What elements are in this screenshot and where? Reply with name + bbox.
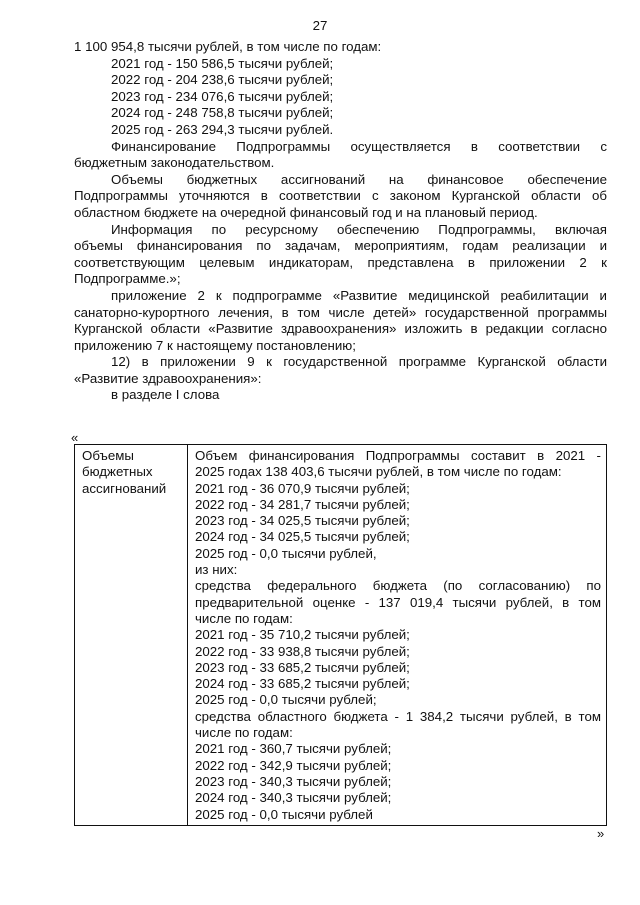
value-line: числе по годам:: [195, 610, 293, 626]
value-line: 2023 год - 34 025,5 тысячи рублей;: [195, 513, 410, 529]
text-line: 2022 год - 204 238,6 тысячи рублей;: [111, 72, 334, 88]
text-line: 2021 год - 150 586,5 тысячи рублей;: [111, 55, 334, 71]
value-line: 2021 год - 36 070,9 тысячи рублей;: [195, 480, 410, 496]
text-line: бюджетным законодательством.: [74, 155, 275, 171]
value-line: 2024 год - 34 025,5 тысячи рублей;: [195, 529, 410, 545]
text-line: объемы финансирования по задачам, мероприятиям, годам реализации и: [74, 238, 607, 254]
value-line: средства областного бюджета - 1 384,2 тысячи рублей, в том: [195, 708, 601, 724]
label-line: Объемы: [82, 448, 134, 463]
text-line: Информация по ресурсному обеспечению Подпрограммы, включая: [111, 221, 607, 237]
value-line: 2023 год - 340,3 тысячи рублей;: [195, 773, 392, 789]
text-line: 2023 год - 234 076,6 тысячи рублей;: [111, 88, 334, 104]
value-line: предварительной оценке - 137 019,4 тысячи рублей, в том: [195, 594, 601, 610]
text-line: санаторно-курортного лечения, в том числе детей» государственной программы: [74, 304, 607, 320]
page-number: 27: [312, 18, 328, 33]
text-line: Объемы бюджетных ассигнований на финансовое обеспечение: [111, 171, 607, 187]
value-line: 2022 год - 34 281,7 тысячи рублей;: [195, 496, 410, 512]
label-line: ассигнований: [82, 480, 167, 496]
text-line: 2024 год - 248 758,8 тысячи рублей;: [111, 105, 334, 121]
text-line: «Развитие здравоохранения»:: [74, 370, 262, 386]
value-line: 2025 год - 0,0 тысячи рублей: [195, 806, 373, 822]
text-line: соответствующим целевым индикаторам, представлена в приложении 2 к: [74, 254, 607, 270]
value-line: 2025 год - 0,0 тысячи рублей,: [195, 545, 377, 561]
text-line: 1 100 954,8 тысячи рублей, в том числе по годам:: [74, 39, 382, 54]
value-line: 2022 год - 342,9 тысячи рублей;: [195, 757, 392, 773]
row-label-cell: [75, 445, 188, 826]
opening-quote-mark: «: [71, 430, 79, 445]
document-body: [74, 39, 607, 404]
value-line: 2024 год - 340,3 тысячи рублей;: [195, 790, 392, 806]
text-line: в разделе I слова: [111, 387, 220, 403]
label-line: бюджетных: [82, 464, 153, 480]
budget-allocations-table: [74, 444, 607, 826]
row-value-cell: [188, 445, 607, 826]
text-line: Подпрограмме.»;: [74, 271, 181, 287]
text-line: 12) в приложении 9 к государственной программе Курганской области: [111, 354, 607, 370]
value-line: 2025 год - 0,0 тысячи рублей;: [195, 692, 377, 708]
value-line: средства федерального бюджета (по согласованию) по: [195, 578, 601, 594]
value-line: 2021 год - 360,7 тысячи рублей;: [195, 741, 392, 757]
table-row: [75, 445, 607, 826]
value-line: 2021 год - 35 710,2 тысячи рублей;: [195, 627, 410, 643]
text-line: областном бюджете на очередной финансовый год и на плановый период.: [74, 204, 538, 220]
value-line: 2022 год - 33 938,8 тысячи рублей;: [195, 643, 410, 659]
text-line: 2025 год - 263 294,3 тысячи рублей.: [111, 121, 334, 137]
text-line: приложению 7 к настоящему постановлению;: [74, 337, 356, 353]
text-line: Подпрограммы уточняются в соответствии с законом Курганской области об: [74, 188, 607, 204]
closing-quote-mark: »: [597, 826, 605, 841]
value-line: числе по годам:: [195, 725, 293, 741]
text-line: Финансирование Подпрограммы осуществляется в соответствии с: [111, 138, 607, 154]
value-line: 2024 год - 33 685,2 тысячи рублей;: [195, 676, 410, 692]
value-line: Объем финансирования Подпрограммы составит в 2021 -: [195, 448, 601, 463]
value-line: 2025 годах 138 403,6 тысячи рублей, в том числе по годам:: [195, 464, 562, 480]
text-line: Курганской области «Развитие здравоохранения» изложить в редакции согласно: [74, 321, 607, 337]
value-line: 2023 год - 33 685,2 тысячи рублей;: [195, 659, 410, 675]
text-line: приложение 2 к подпрограмме «Развитие медицинской реабилитации и: [111, 287, 607, 303]
value-line: из них:: [195, 562, 238, 578]
